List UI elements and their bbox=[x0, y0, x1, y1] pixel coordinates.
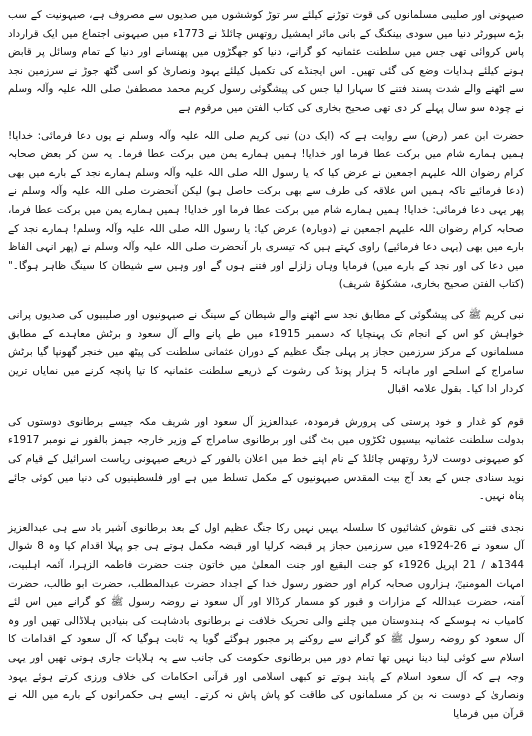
paragraph-balfour: قوم کو غدار و خود پرستی کی پرورش فرمودہ، عبدالعزیز آل سعود اور شریف مکہ جیسے برطانوی دوستوں کی بدولت سلطنت عثمانیہ بیسیوں ٹکڑوں میں بٹ گئی اور برطانوی سامراج کے وزیر خارجہ جیمز بالفور نے نومبر 1917ء کو صیہونی دوست لارڈ روتھس چائلڈ کے نام اپنے خط میں اعلان بالفور کے ذریعے صیہونی ریاست اسرائیل کے قیام کی نوید سنادی جس کے بعد آج بیت المقدس صیہونیوں کے مکمل تسلط میں ہے اور فلسطینیوں کی دنیا میں کوئی جائے پناہ نہیں۔ bbox=[8, 415, 524, 503]
paragraph-hadith: حضرت ابن عمر (رض) سے روایت ہے کہ (ایک دن) نبی کریم صلی اللہ علیہ وآلہ وسلم نے یوں دعا فرمائی: خدایا! ہمیں ہمارے شام میں برکت عطا فرما اور خدایا! ہمیں ہمارے یمن میں برکت عطا فرما۔ یہ سن کر بعض صحابہ کرام رضوان اللہ علیہم اجمعین نے عرض کیا کہ یا رسول اللہ صلی اللہ علیہ وآلہ وسلم ہمارے نجد کے بارے میں بھی (دعا فرمائیے تاکہ ہمیں اس علاقہ کی طرف سے بھی برکت حاصل ہو) لیکن آنحضرت صلی اللہ علیہ وآلہ وسلم نے پھر یہی دعا فرمائی: خدایا! ہمیں ہمارے شام میں برکت عطا فرما اور خدایا! ہمیں ہمارے یمن میں برکت عطا فرما، صحابہ کرام رضوان اللہ علیہم اجمعین نے (دوبارہ) عرض کیا: یا رسول اللہ صلی اللہ علیہ وآلہ وسلم! ہمارے نجد کے بارے میں بھی (یہی دعا فرمائیے) راوی کہتے ہیں کہ تیسری بار آنحضرت صلی اللہ علیہ وآلہ وسلم نے (پھر انہی الفاظ میں دعا کی اور نجد کے بارے میں) فرمایا وہاں زلزلے اور فتنے ہوں گے اور وہیں سے شیطان کا سینگ ظاہر ہوگا۔" (کتاب الفتن صحیح بخاری، مشکوٰۃ شریف) bbox=[8, 129, 524, 291]
paragraph-prophecy: نبی کریم ﷺ کی پیشگوئی کے مطابق نجد سے اٹھنے والے شیطان کے سینگ نے صیہونیوں اور صلیبیوں کی صدیوں پرانی خواہش کو اس کے انجام تک پہنچایا کہ دسمبر 1915ء میں طے پانے والے آل سعود و برٹش معاہدے کے مطابق مسلمانوں کے مرکز سرزمین حجاز پر پہلی جنگ عظیم کے دوران عثمانی سلطنت کی پیٹھ میں خنجر گھونپا گیا برٹش سامراج کے اسلحے اور ماہانہ 5 ہزار پونڈ کی رشوت کے ذریعے سلطنت عثمانیہ کا تیا پانچہ کرنے میں نمایاں ترین کردار ادا کیا۔ بقول علامہ اقبال bbox=[8, 308, 524, 396]
paragraph-intro: صیہونی اور صلیبی مسلمانوں کی قوت توڑنے کیلئے سر توڑ کوششوں میں صدیوں سے مصروف ہے، صیہونیت کے سب بڑے سپورٹر دنیا میں سودی بینکنگ کے بانی مائر ایمشیل روتھس چائلڈ نے 1773ء میں صیہونی اجتماع میں ایک قرارداد پاس کروائی تھی جس میں سلطنت عثمانیہ کو گرانے، دنیا کو جھگڑوں میں پھنسانے اور دنیا کے تمام وسائل پر قابض ہونے کیلئے ہدایات وضع کی گئی تھیں۔ اس ایجنڈے کی تکمیل کیلئے یہود ونصاریٰ کو اسی گٹھ جوڑ نے سرزمین نجد سے اٹھنے والے شدت پسند فتنے کا سہارا لیا جس کی پیشگوئی رسول کریم محمد مصطفیٰ صلی اللہ علیہ وآلہ وسلم نے چودہ سو سال پہلے کر دی تھی صحیح بخاری کی کتاب الفتن میں مرقوم ہے bbox=[8, 9, 524, 114]
paragraph-hijaz: نجدی فتنے کی نقوش کشائیوں کا سلسلہ یہیں نہیں رکا جنگ عظیم اول کے بعد برطانوی آشیر باد سے ہی عبدالعزیز آل سعود نے 26-1924ء میں سرزمین حجاز پر قبضہ کرلیا اور قبضہ مکمل ہوتے ہی جو پہلا اقدام کیا وہ 8 شوال 1344ھ / 21 اپریل 1926ء کو جنت البقیع اور جنت المعلیٰ میں خاتون جنت حضرت فاطمہ الزہرا، آئمہ اہلبیت، امہات المومنینؓ، ہزاروں صحابہ کرام اور حضور رسول خدا کے اجداد حضرت عبدالمطلب، حضرت ابو طالب، حضرت آمنہ، حضرت عبداللہ کے مزارات و قبور کو مسمار کرڈالا اور آل سعود نے روضہ رسول ﷺ کو گرانے میں اس لئے کامیاب نہ ہوسکے کہ ہندوستان میں چلنے والی تحریک خلافت نے برطانوی بادشاہت کی بنیادیں ہلاڈالی تھیں اور وہ آل سعود کو روضہ رسول ﷺ کو گرانے سے روکنے پر مجبور ہوگئے گویا یہ ثابت ہوگیا کہ آل سعود کے اقدامات کا اسلام سے کوئی لینا دینا نہیں تھا تمام دور میں برطانوی حکومت کی جانب سے یہ ہلایات جاری ہوتی تھیں اور یہی وجہ ہے کہ آل سعود اسلام کے پابند ہوتے تو کبھی اسلامی اور قرآنی احکامات کی خلاف ورزی کرتے ہوئے یہود ونصاریٰ کے دوست نہ بن کر مسلمانوں کی طاقت کو پاش پاش نہ کرتے۔ ایسے ہی حکمرانوں کے بارے میں اللہ نے قرآن میں فرمایا bbox=[8, 521, 524, 720]
